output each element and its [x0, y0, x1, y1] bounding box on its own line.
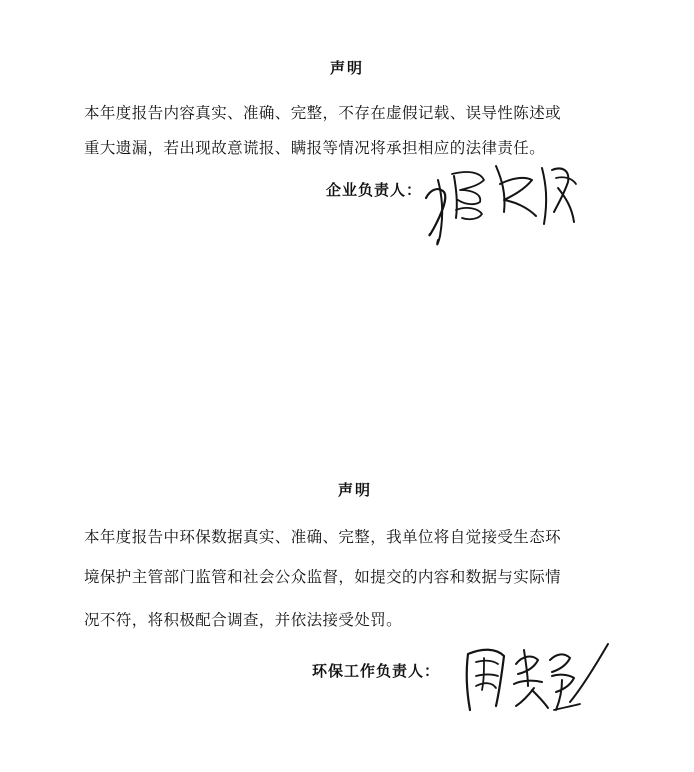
enterprise-head-signature: [408, 140, 608, 250]
environmental-head-label: 环保工作负责人：: [312, 662, 441, 680]
declaration-1-title: 声明: [330, 59, 365, 77]
declaration-2-line-2: 境保护主管部门监管和社会公众监督，如提交的内容和数据与实际情: [84, 568, 562, 586]
declaration-2-line-3: 况不符，将积极配合调查，并依法接受处罚。: [84, 611, 403, 629]
declaration-2-title: 声明: [338, 481, 373, 499]
declaration-1-line-1: 本年度报告内容真实、准确、完整，不存在虚假记载、误导性陈述或: [84, 104, 562, 122]
declaration-1-line-2: 重大遗漏，若出现故意谎报、瞒报等情况将承担相应的法律责任。: [84, 139, 546, 157]
declaration-2-line-1: 本年度报告中环保数据真实、准确、完整，我单位将自觉接受生态环: [84, 528, 562, 546]
enterprise-head-label: 企业负责人：: [326, 181, 423, 199]
environmental-head-signature: [458, 630, 618, 720]
